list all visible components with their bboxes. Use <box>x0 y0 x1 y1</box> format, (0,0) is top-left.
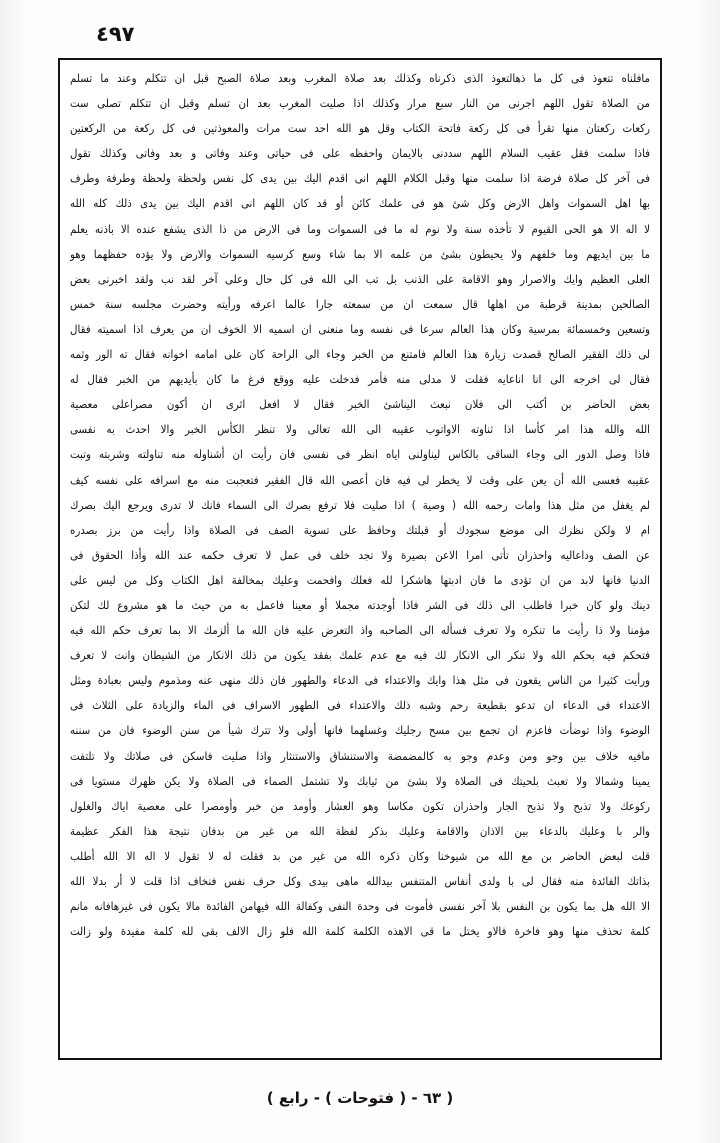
body-line: دينك ولو كان خبرا فاطلب الى ذلك فى الشر فاذا أوجدته مجملا أو معينا فاعمل به من حيث ما هو مشروع لك لتكن <box>70 597 650 612</box>
text-frame-inner <box>60 60 660 1058</box>
body-line: ركوعك ولا تذبح ولا تذبح الجار واحذران تكون مكاسا وهو العشار وأومد من خبر وأومصرا على معصية اياك والغلول <box>70 798 650 813</box>
body-line: فى آخر كل صلاة فرضة اذا سلمت منها وقبل الكلام اللهم انى اقدم اليك بين يدى كل نفس ولحظة ولحظة وطرفة وطرف <box>70 171 650 186</box>
body-line: لى ذلك الفقير الصالح قصدت زيارة هذا العالم فامتنع من الخبر وجاء الى الراحة كان على امامه اخوانه فقال ته الور وثمه <box>70 347 650 362</box>
body-line: الوضوء واذا توضأت فاعزم ان تجمع بين مسح رجليك وغسلهما فانها أولى ولا تترك شيأ من سنن الوضوء فان من سننه <box>70 723 650 738</box>
body-line: الا الله هل بما يكون بن النفس بلا آخر نفسى فأموت فى وحدة النفى وكفالة الله فيهامن الفائدة مالا يكون فى غيرهافانه مانم <box>70 899 650 914</box>
body-line: الاعتداء فى الدعاء ان تدعو بقطيعة رحم وشبه ذلك والاعتداء فى الطهور الاسراف فى الماء والزيادة على الثلاث فى <box>70 698 650 713</box>
body-line: يمينا وشمالا ولا تعبث بلحيتك فى الصلاة ولا بشئ من ثيابك ولا تشتمل الصماء فى الصلاة ولا يكن ظهرك مستويا فى <box>70 773 650 788</box>
page-edge-shadow-right <box>694 0 720 1143</box>
body-line: ورأيت كثيرا من الناس يقعون فى مثل هذا وايك والاعتداء فى الدعاء والطهور فان ذلك منهى عنه ومذموم وليس بعبادة ومثل <box>70 673 650 688</box>
body-line: فاذا سلمت فقل عقيب السلام اللهم سددنى بالايمان واحفظه على فى حياتى وعند وفاتى و بعد وفاتى وكذلك تقول <box>70 146 650 161</box>
body-line: فاذا وصل الدور الى وجاء الساقى بالكاس ليناولنى اياه انظر فى نفسى فان رأيت ان أشناوله منه تناولته وشربته وتبت <box>70 447 650 462</box>
body-line: والر با وعليك بالدعاء بين الاذان والاقامة وعليك بذكر لفظة الله من غير من بدفان نتيجة هذا الفكر عظيمة <box>70 823 650 838</box>
body-line: بذاتك الفائدة منه فقال لى با ولدى أنفاس المتنفس بيدالله ماهى بيدى وكل حرف نفس فنخاف اذا قلت لا أر بدلا الله <box>70 874 650 888</box>
body-line: وتسعين وخمسمائة بمرسية وكان هذا العالم سرعا فى نفسه وما منعنى ان اسميه الا الخوف ان من يعرف اذا اسميته فقال <box>70 321 650 336</box>
body-line: لا اله الا هو الحى القيوم لا تأخذه سنة ولا نوم له ما فى السموات وما فى الارض من ذا الذى يشفع عنده الا باذنه يعلم <box>70 221 650 236</box>
page-footer: ( ٦٣ - ( فتوحات ) - رابع ) <box>266 1089 454 1107</box>
body-line: ام لا ولكن نظرك الى موضع سجودك أو قبلتك وحافظ على تسوية الصف فى الصلاة واذا رأيت من برز بصدره <box>70 522 650 537</box>
body-line: الدنيا فانها لابد من ان تؤدى ما فان ادبتها هاشكرا لله فعلك وافحمت وعليك بمخالفة اهل الكتاب وكل من ليس على <box>70 572 650 587</box>
body-text <box>68 66 652 944</box>
body-line: العلى العظيم وايك والاصرار وهو الاقامة على الذنب بل تب الى الله فى كل حال وعلى آخر لقد نب ولقد اخبرنى بعض <box>70 271 650 286</box>
text-frame <box>58 58 662 1060</box>
body-line: مؤمنا ولا ذا رأيت ما تنكره ولا تعرف فسأله الى الصاحبه واذ التعرض عليه فان الله ما ألزمك الا بما تعرف حكم الله فيه <box>70 623 650 638</box>
body-line: عن الصف وداعاليه واحذران تأتى امرا الاعن بصيرة ولا تجد خلف فى عمل لا تعرف حكمه عند الله وأذا الحقوق فى <box>70 547 650 562</box>
body-line: مافيه خلاف بين وجو ومن وعدم وجو به كالمضمضة والاستنشاق والاستنثار واذا صليت فاسكن فى صلاتك ولا تلتفت <box>70 748 650 763</box>
body-line: الله والله هذا امر كأسا اذا ثناوته الاواتوب عقيبه الى الله تعالى ولا تنظر الكأس الخبر والا احدث به نفسى <box>70 422 650 437</box>
page-edge-shadow-left <box>0 0 26 1143</box>
body-line: كلمة تحذف منها وهو فاخرة فالاو يختل ما قى الاهذه الكلمة كلمة الله فلو زال الالف بقى لله كلمة مفيدة ولو زالت <box>70 924 650 939</box>
body-line: الصالحين بمدينة قرطبة من اهلها قال سمعت ان من سمعته جارا عالما اعرفه ورأيته وحضرت مجلسه سنة خمس <box>70 296 650 311</box>
body-line: عقيبه فعسى الله أن يعن على وقت لا يخطر لى فيه فان أعصى الله قال الفقير فتعجبت منه مع اسرافه على نفسه كيف <box>70 472 650 487</box>
body-line: ركعات ركعتان منها تقرأ فى كل ركعة فاتحة الكتاب وقل هو الله احد ست مرات والمعوذتين فى كل ركعة من الركعتين <box>70 121 650 136</box>
body-line: من الصلاة تقول اللهم اجرنى من النار سبع مرار وكذلك اذا صليت المغرب بعد ان تسلم وقبل ان تتكلم تصلى ست <box>70 96 650 111</box>
body-line: فقال لى اخرجه الى انا اناعايه فقلت لا مدلى منه فأمر فدخلت عليه ووقع فرغ ما كان بأيديهم من الخبر فقال له <box>70 372 650 387</box>
body-line: بعض الحاضر بن أكتب الى فلان نبعث اليناشئ الخبر فقال لا افعل اثرى ان أكون مصراعلى معصية <box>70 397 650 412</box>
body-line: قلت لبعض الحاضر بن مع الله من شيوخنا وكان ذكره الله من غير من بد فقلت له لا تقول لا اله الا الله أطلب <box>70 848 650 863</box>
body-line: ما بين ايديهم وما خلفهم ولا يحيطون بشئ من علمه الا بما شاء وسع كرسيه السموات والارض ولا يؤده حفظهما وهو <box>70 246 650 261</box>
body-line: بها اهل السموات واهل الارض وكل شئ هو فى علمك كائن أو قد كان اللهم انى اقدم اليك بين يدى ذلك كله الله <box>70 196 650 211</box>
body-line: فتحكم فيه بحكم الله ولا تنكر الى الانكار لك فيه مع عدم علمك بفقد يكون من ذلك الانكار من الشيطان وانت لا تعرف <box>70 648 650 663</box>
page-number: ٤٩٧ <box>96 22 135 46</box>
body-line: لم يغفل من مثل هذا وامات رحمه الله ( وصية ) اذا صليت فلا ترفع بصرك الى السماء فانك لا تدرى ويرجع اليك بصرك <box>70 497 650 512</box>
body-line: مافلناه تتعوذ فى كل ما ذهالتعوذ الذى ذكرناه وكذلك بعد صلاة المغرب وبعد صلاة الصبح قبل ان تتكلم وعند ما تسلم <box>70 71 650 85</box>
